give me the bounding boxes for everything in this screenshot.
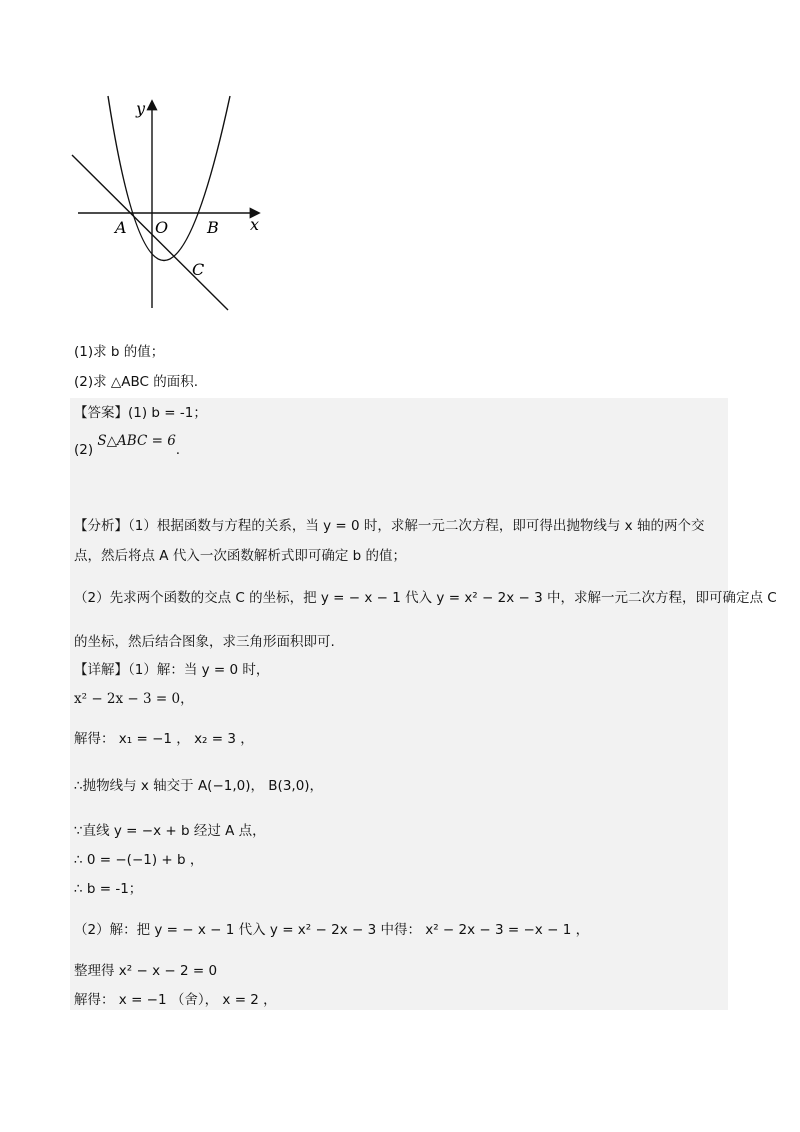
analysis-p1a: （1）根据函数与方程的关系，当 y = 0 时，求解一元二次方程，即可得出抛物线与 x 轴的两个交 — [128, 518, 705, 534]
detail-l1: （1）解：当 y = 0 时， — [128, 662, 270, 678]
line-y-neg-x-minus-1 — [72, 155, 228, 310]
label-b: B — [207, 218, 219, 237]
question-1: (1)求 b 的值； — [74, 344, 165, 360]
analysis-line-1 — [74, 516, 704, 536]
label-a: A — [115, 218, 127, 237]
detail-line-2: x² − 2x − 3 = 0， — [74, 691, 194, 707]
answer-2-formula: S△ABC = 6 — [97, 433, 176, 449]
detail-line-8: （2）解：把 y = − x − 1 代入 y = x² − 2x − 3 中得： x² − 2x − 3 = −x − 1 ， — [74, 922, 590, 938]
analysis-tag: 【分析】 — [74, 518, 128, 534]
detail-line-4: ∴抛物线与 x 轴交于 A(−1,0)， B(3,0)， — [74, 778, 324, 794]
question-2: (2)求 △ABC 的面积. — [74, 374, 199, 390]
analysis-line-3: （2）先求两个函数的交点 C 的坐标，把 y = − x − 1 代入 y = x² − 2x − 3 中，求解一元二次方程，即可确定点 C — [74, 590, 777, 606]
label-c: C — [192, 260, 205, 279]
label-x: x — [250, 215, 260, 234]
label-o: O — [155, 218, 169, 237]
detail-tag: 【详解】 — [74, 662, 128, 678]
answer-line-2 — [74, 433, 181, 460]
function-graph — [66, 88, 266, 313]
answer-2-prefix: (2) — [74, 442, 94, 458]
answer-line-1 — [74, 403, 207, 423]
detail-line-9: 整理得 x² − x − 2 = 0 — [74, 963, 218, 979]
label-y: y — [136, 99, 146, 118]
detail-line-7: ∴ b = -1； — [74, 881, 143, 897]
detail-line-10: 解得： x = −1 （舍）， x = 2 ， — [74, 992, 277, 1008]
detail-line-5: ∵直线 y = −x + b 经过 A 点， — [74, 823, 266, 839]
answer-2-suffix: . — [175, 442, 181, 458]
answer-tag: 【答案】 — [74, 405, 128, 421]
answer-1: (1) b = -1； — [128, 405, 207, 421]
analysis-line-2: 点，然后将点 A 代入一次函数解析式即可确定 b 的值； — [74, 548, 406, 564]
analysis-line-4: 的坐标，然后结合图象，求三角形面积即可. — [74, 634, 335, 650]
detail-line-3: 解得： x₁ = −1 ， x₂ = 3 ， — [74, 731, 254, 747]
detail-line-1 — [74, 660, 269, 680]
detail-line-6: ∴ 0 = −(−1) + b ， — [74, 852, 204, 868]
